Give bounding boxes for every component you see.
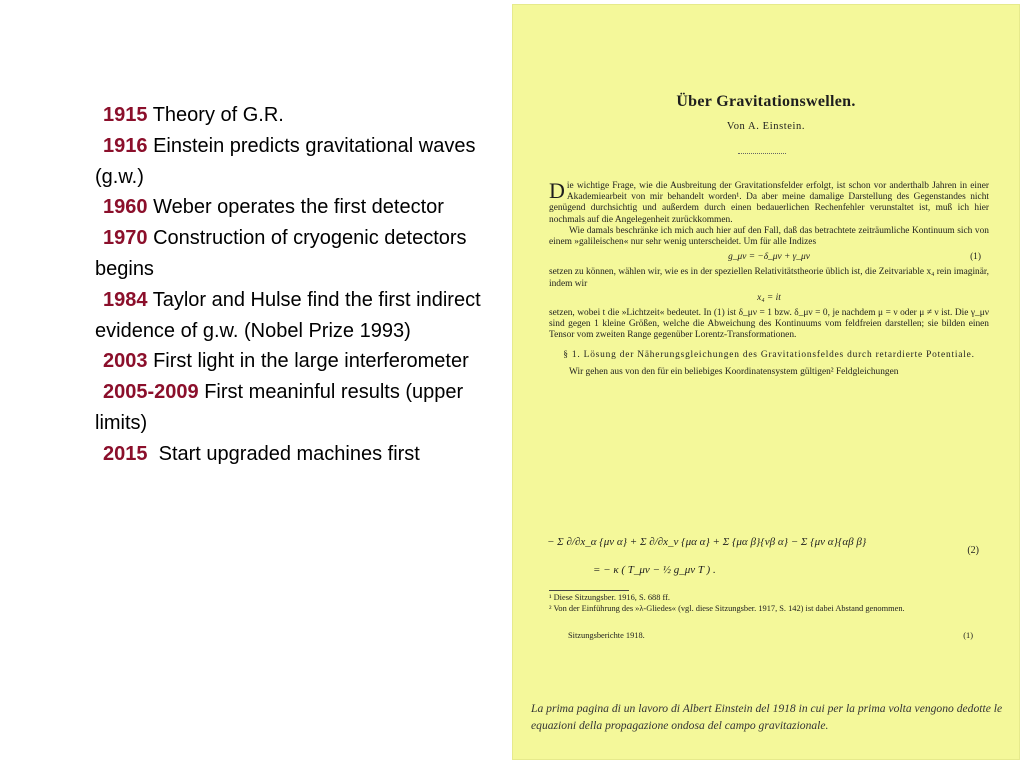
timeline-entry bbox=[95, 192, 495, 223]
page-footer bbox=[568, 631, 973, 640]
timeline-list bbox=[95, 100, 495, 470]
timeline-year: 2015 bbox=[103, 442, 148, 465]
equation-number: (2) bbox=[967, 545, 979, 556]
timeline-text: Theory of G.R. bbox=[152, 104, 284, 126]
timeline-text: Einstein predicts gravitational waves (g.w.) bbox=[95, 134, 476, 188]
drop-cap: D bbox=[549, 178, 565, 203]
timeline-year: 1916 bbox=[103, 134, 148, 157]
timeline-year: 1960 bbox=[103, 196, 148, 219]
footnotes bbox=[549, 593, 989, 614]
timeline-text-extra: begins bbox=[95, 257, 154, 280]
timeline-entry bbox=[95, 131, 495, 193]
timeline-entry bbox=[95, 439, 495, 470]
timeline-text: First meaninful results (upper limits) bbox=[95, 381, 464, 434]
footnote: ¹ Diese Sitzungsber. 1916, S. 688 ff. bbox=[549, 593, 670, 602]
timeline-entry bbox=[95, 377, 495, 439]
svg-text:− Σ ∂/∂x_α {μν α} + Σ ∂/∂x_ν {: − Σ ∂/∂x_α {μν α} + Σ ∂/∂x_ν {μα α} + Σ {μα β}{νβ α} − Σ {μν α}{αβ β} bbox=[547, 536, 867, 548]
paper-body bbox=[549, 178, 989, 378]
svg-text:= − κ ( T_μν − ½ g_μν T ) .: = − κ ( T_μν − ½ g_μν T ) . bbox=[593, 564, 716, 576]
page-number: (1) bbox=[963, 631, 973, 640]
timeline-text: Construction of cryogenic detectors bbox=[153, 227, 467, 250]
paper-paragraph: setzen, wobei t die »Lichtzeit« bedeutet. In (1) ist δ_μν = 1 bzw. δ_μν = 0, je nachdem μ = ν oder μ ≠ ν ist. Die γ_μν sind gegen 1 kleine Größen, welche die Abweichung des Kontinuums vom feldfreien darstellen; sie bilden einen Tensor vom zweiten Range gegenüber Lorentz-Transformationen. bbox=[549, 308, 989, 341]
footnote-rule bbox=[549, 590, 629, 591]
timeline-entry bbox=[95, 346, 495, 377]
journal-name: Sitzungsberichte 1918. bbox=[568, 631, 645, 640]
section-heading: § 1. Lösung der Näherungsgleichungen des Gravitationsfeldes durch retardierte Potentiale. bbox=[563, 349, 975, 360]
paper-author: Von A. Einstein. bbox=[726, 121, 806, 132]
timeline-year: 1915 bbox=[103, 104, 148, 126]
timeline-text: Weber operates the first detector bbox=[153, 196, 444, 219]
equation-number: (1) bbox=[970, 252, 981, 263]
timeline-text: Start upgraded machines first bbox=[158, 442, 420, 465]
equation-1: g_μν = −δ_μν + γ_μν (1) bbox=[728, 252, 981, 263]
paper-paragraph: Wie damals beschränke ich mich auch hier auf den Fall, daß das betrachtete zeiträumliche Kontinuum sich von einem »galileischen« nur sehr wenig unterscheidet. Um für alle Indizes bbox=[549, 225, 989, 248]
title-divider bbox=[738, 153, 786, 154]
paper-paragraph: setzen zu können, wählen wir, wie es in der speziellen Relativitätstheorie üblich ist, die Zeitvariable x₄ rein imaginär, indem wir bbox=[549, 267, 989, 289]
timeline-year: 2003 bbox=[103, 350, 148, 373]
timeline-year: 2005-2009 bbox=[103, 381, 199, 404]
timeline-entry bbox=[95, 223, 495, 285]
timeline-year: 1984 bbox=[103, 288, 148, 311]
paper-title: Über Gravitationswellen. bbox=[676, 93, 856, 110]
field-equations bbox=[543, 525, 993, 585]
footnote: ² Von der Einführung des »λ-Gliedes« (vgl. diese Sitzungsber. 1917, S. 142) ist dabei Abstand genommen. bbox=[549, 603, 905, 613]
paper-paragraph: Wir gehen aus von den für ein beliebiges Koordinatensystem gültigen² Feldgleichungen bbox=[569, 366, 899, 377]
paper-scan bbox=[512, 4, 1020, 760]
paper-paragraph: Die wichtige Frage, wie die Ausbreitung der Gravitationsfelder erfolgt, ist schon vor anderthalb Jahren in einer Akademiearbeit von mir behandelt worden¹. Da aber meine damalige Darstellung des Gegenstandes nicht genügend durchsichtig und außerdem durch einen bedauerlichen Rechenfehler verunstaltet ist, muß ich hier nochmals auf die Angelegenheit zurückkommen. bbox=[549, 178, 989, 225]
timeline-text: Taylor and Hulse find the first indirect evidence of g.w. (Nobel Prize 1993) bbox=[95, 288, 481, 342]
timeline-text: First light in the large interferometer bbox=[153, 350, 469, 373]
timeline-year: 1970 bbox=[103, 227, 148, 250]
equation-time: x₄ = it bbox=[757, 292, 781, 303]
timeline-entry bbox=[95, 100, 495, 131]
timeline-entry bbox=[95, 285, 495, 347]
image-caption: La prima pagina di un lavoro di Albert Einstein del 1918 in cui per la prima volta vengono dedotte le equazioni della propagazione ondosa del campo gravitazionale. bbox=[531, 702, 1003, 732]
